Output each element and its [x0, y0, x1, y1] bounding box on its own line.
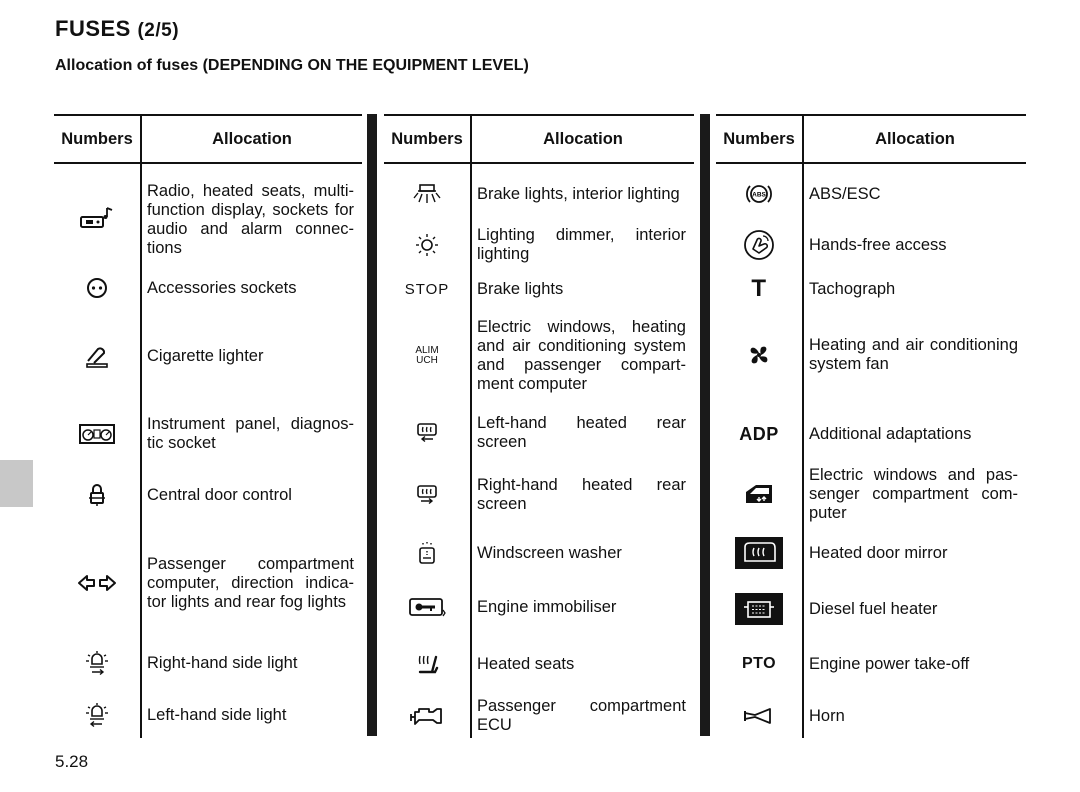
column-separator: [700, 114, 710, 736]
heated-mirror-icon: [716, 536, 802, 570]
allocation-text: Windscreen washer: [477, 543, 622, 562]
svg-text:ABS: ABS: [752, 191, 766, 199]
allocation-text: Tachograph: [809, 279, 896, 298]
adp-icon: ADP: [739, 423, 779, 444]
header-numbers: Numbers: [716, 116, 804, 162]
table-row: [716, 644, 1026, 684]
fan-icon: [716, 320, 802, 390]
allocation-text: Left-hand side light: [147, 705, 287, 724]
table-row: [54, 408, 362, 460]
fuse-table-1: [54, 114, 362, 738]
allocation-text: Instrument panel, diagnos-tic socket: [147, 415, 354, 452]
allocation-text: Radio, heated seats, multi-function display, sockets for audio and alarm connec-tions: [147, 182, 354, 257]
table-row: [54, 642, 362, 684]
table-row: [54, 694, 362, 736]
abs-icon: [716, 176, 802, 212]
allocation-text: Right-hand heated rear screen: [477, 476, 686, 513]
table-row: [716, 462, 1026, 526]
allocation-text: Additional adaptations: [809, 424, 972, 443]
allocation-text: Brake lights, interior lighting: [477, 184, 680, 203]
table-row: [384, 222, 694, 268]
hands-free-icon: [716, 222, 802, 268]
header-numbers: Numbers: [54, 116, 142, 162]
instrument-panel-icon: [54, 408, 140, 460]
allocation-text: Heating and air conditioning system fan: [809, 336, 1018, 373]
allocation-text: Lighting dimmer, interior lighting: [477, 226, 686, 263]
accessories-socket-icon: [54, 268, 140, 308]
table-row: [384, 476, 694, 514]
alim-uch-icon: ALIM UCH: [415, 345, 439, 366]
fuse-table-3: [716, 114, 1026, 738]
washer-icon: [384, 536, 470, 570]
allocation-text: Right-hand side light: [147, 653, 298, 672]
chapter-tab: [0, 460, 33, 507]
table-row: [716, 694, 1026, 738]
allocation-text: Engine immobiliser: [477, 597, 617, 616]
dimmer-icon: [384, 222, 470, 268]
table-row: [716, 588, 1026, 630]
pto-icon: PTO: [741, 655, 777, 672]
table-row: [384, 536, 694, 570]
header-allocation: Allocation: [875, 129, 955, 148]
page-number: 5.28: [55, 752, 89, 771]
fuse-table-2: [384, 114, 694, 738]
left-side-light-icon: [54, 694, 140, 736]
header-allocation: Allocation: [543, 129, 623, 148]
table-row: [384, 590, 694, 624]
table-row: [54, 176, 362, 262]
allocation-text: Electric windows, heating and air conditioning system and passenger compart-ment computer: [477, 318, 686, 393]
engine-ecu-icon: [384, 694, 470, 738]
cigarette-lighter-icon: [54, 324, 140, 388]
allocation-text: Accessories sockets: [147, 278, 297, 297]
right-side-light-icon: [54, 642, 140, 684]
table-row: [716, 176, 1026, 212]
table-row: [54, 268, 362, 308]
table-row: [54, 546, 362, 620]
interior-light-icon: [384, 176, 470, 212]
table-row: [384, 272, 694, 306]
header-numbers: Numbers: [384, 116, 472, 162]
table-row: [716, 536, 1026, 570]
allocation-text: Horn: [809, 706, 845, 725]
direction-indicator-icon: [54, 546, 140, 620]
table-row: [54, 474, 362, 516]
page-subtitle: Allocation of fuses (DEPENDING ON THE EQUIPMENT LEVEL): [55, 57, 529, 74]
table-row: [54, 324, 362, 388]
table-row: [384, 316, 694, 396]
allocation-text: Heated door mirror: [809, 543, 948, 562]
door-lock-icon: [54, 474, 140, 516]
allocation-text: Passenger compartment ECU: [477, 697, 686, 734]
right-heated-screen-icon: [384, 476, 470, 514]
immobiliser-icon: [384, 590, 470, 624]
column-separator: [367, 114, 377, 736]
allocation-text: Central door control: [147, 485, 292, 504]
allocation-text: Electric windows and pas-senger compartment com-puter: [809, 465, 1018, 522]
radio-icon: [54, 176, 140, 262]
allocation-text: Left-hand heated rear screen: [477, 414, 686, 451]
allocation-text: ABS/ESC: [809, 184, 881, 203]
allocation-text: Brake lights: [477, 279, 564, 298]
left-heated-screen-icon: [384, 414, 470, 452]
heated-seat-icon: [384, 644, 470, 684]
allocation-text: Hands-free access: [809, 235, 947, 254]
table-row: [384, 694, 694, 738]
allocation-text: Diesel fuel heater: [809, 599, 938, 618]
stop-icon: STOP: [404, 280, 450, 298]
horn-icon: [716, 694, 802, 738]
allocation-text: Passenger compartment computer, direction indica-tor lights and rear fog lights: [147, 554, 354, 611]
table-row: [716, 272, 1026, 306]
table-row: [384, 176, 694, 212]
page-title: FUSES (2/5): [55, 16, 180, 41]
table-row: [716, 320, 1026, 390]
allocation-text: Cigarette lighter: [147, 346, 264, 365]
tachograph-icon: T: [751, 275, 767, 302]
table-row: [384, 414, 694, 452]
fuel-heater-icon: [716, 588, 802, 630]
table-row: [384, 644, 694, 684]
header-allocation: Allocation: [212, 129, 292, 148]
table-row: [716, 414, 1026, 454]
allocation-text: Heated seats: [477, 654, 575, 673]
allocation-text: Engine power take-off: [809, 654, 970, 673]
table-row: [716, 222, 1026, 268]
electric-window-icon: [716, 462, 802, 526]
